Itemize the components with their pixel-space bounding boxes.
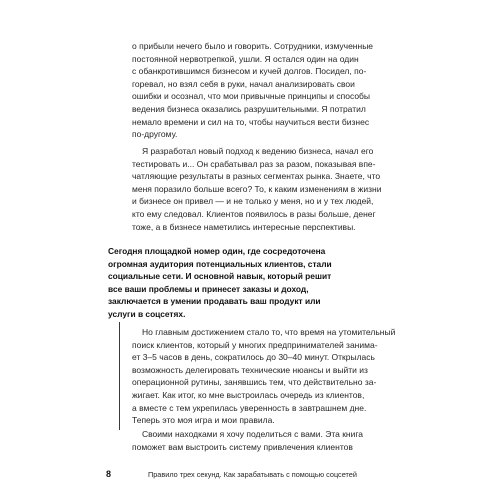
page-number: 8 — [106, 469, 112, 479]
body-paragraph-2 — [132, 145, 382, 233]
text-line: немало времени и сил на то, чтобы научиться вести бизнес — [132, 116, 370, 127]
text-line: с обанкротившимся бизнесом и кучей долгов. Посидел, по- — [132, 66, 367, 77]
text-line: тестировать и... Он срабатывал раз за разом, показывая впе- — [132, 158, 376, 169]
quote-line: все ваши проблемы и принесет заказы и доход, — [108, 283, 309, 294]
quote-line: Сегодня площадкой номер один, где сосредоточена — [108, 246, 326, 256]
text-line: Я разработал новый подход к ведению бизнеса, начал его — [142, 146, 374, 156]
text-line: операционной рутины, занявшись тем, что действительно за- — [132, 377, 377, 388]
text-line: кто ему следовал. Клиентов появилось в разы больше, денег — [132, 208, 376, 219]
text-line: и бизнесе он привел — и не только у меня, но и у тех людей, — [132, 196, 374, 207]
body-paragraph-3 — [132, 326, 396, 427]
text-line: Теперь это моя игра и мои правила. — [132, 415, 275, 426]
text-line: ведения бизнеса оказались разрушительными. Я потратил — [132, 103, 366, 114]
text-line: меня поразило больше всего? То, к каким изменениям в жизни — [132, 183, 382, 194]
text-line: возможность делегировать технические нюансы и выйти из — [132, 364, 368, 375]
text-line: поиск клиентов, который у многих предпринимателей занима- — [132, 339, 378, 350]
text-line: Своими находками я хочу поделиться с вами. Эта книга — [142, 429, 364, 439]
text-line: горевал, но взял себя в руки, начал анализировать свои — [132, 78, 355, 89]
text-line: тоже, а в бизнесе наметились интересные перспективы. — [132, 221, 356, 232]
quote-line: социальные сети. И основной навык, который решит — [108, 271, 332, 282]
text-line: по-другому. — [132, 129, 178, 140]
text-line: поможет вам выстроить систему привлечения клиентов — [132, 441, 353, 452]
text-line: чатляющие результаты в разных сегментах рынка. Знаете, что — [132, 171, 381, 182]
text-line: ет 3–5 часов в день, сократилось до 30–40 минут. Открылась — [132, 352, 375, 363]
running-title: Правило трех секунд. Как зарабатывать с помощью соцсетей — [148, 470, 357, 479]
page-footer — [0, 469, 500, 483]
quote-line: заключается в умении продавать ваш продукт или — [108, 296, 321, 307]
text-line: постоянной нервотрепкой, ушли. Я остался один на один — [132, 53, 359, 64]
text-line: Но главным достижением стало то, что время на утомительный — [142, 327, 396, 337]
quote-line: огромная аудитория потенциальных клиентов, стали — [108, 258, 332, 269]
text-line: жигает. Как итог, ко мне выстроилась очередь из клиентов, — [132, 389, 365, 400]
body-paragraph-1 — [132, 40, 374, 141]
highlight-quote — [108, 245, 354, 321]
text-line: а вместе с тем укрепилась уверенность в завтрашнем дне. — [132, 402, 367, 413]
text-line: о прибыли нечего было и говорить. Сотрудники, измученные — [132, 41, 374, 51]
text-line: ошибки и осознал, что мои привычные принципы и способы — [132, 91, 371, 102]
margin-rule — [119, 322, 120, 430]
body-paragraph-4 — [132, 428, 364, 453]
quote-line: услуги в соцсетях. — [108, 308, 186, 319]
